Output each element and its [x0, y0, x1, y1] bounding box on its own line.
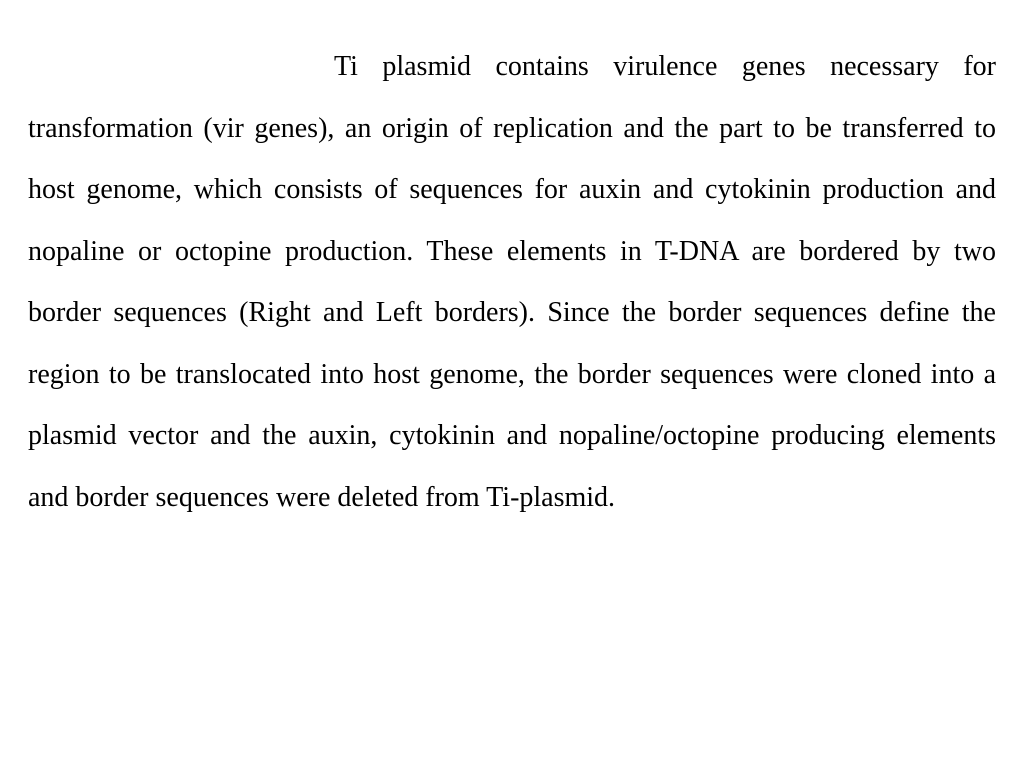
- body-paragraph: Ti plasmid contains virulence genes necessary for transformation (vir genes), an origin of replication and the part to be transferred to host genome, which consists of sequences for auxin and cytokinin production and nopaline or octopine production. These elements in T-DNA are bordered by two border sequences (Right and Left borders). Since the border sequences define the region to be translocated into host genome, the border sequences were cloned into a plasmid vector and the auxin, cytokinin and nopaline/octopine producing elements and border sequences were deleted from Ti-plasmid.: [28, 51, 996, 513]
